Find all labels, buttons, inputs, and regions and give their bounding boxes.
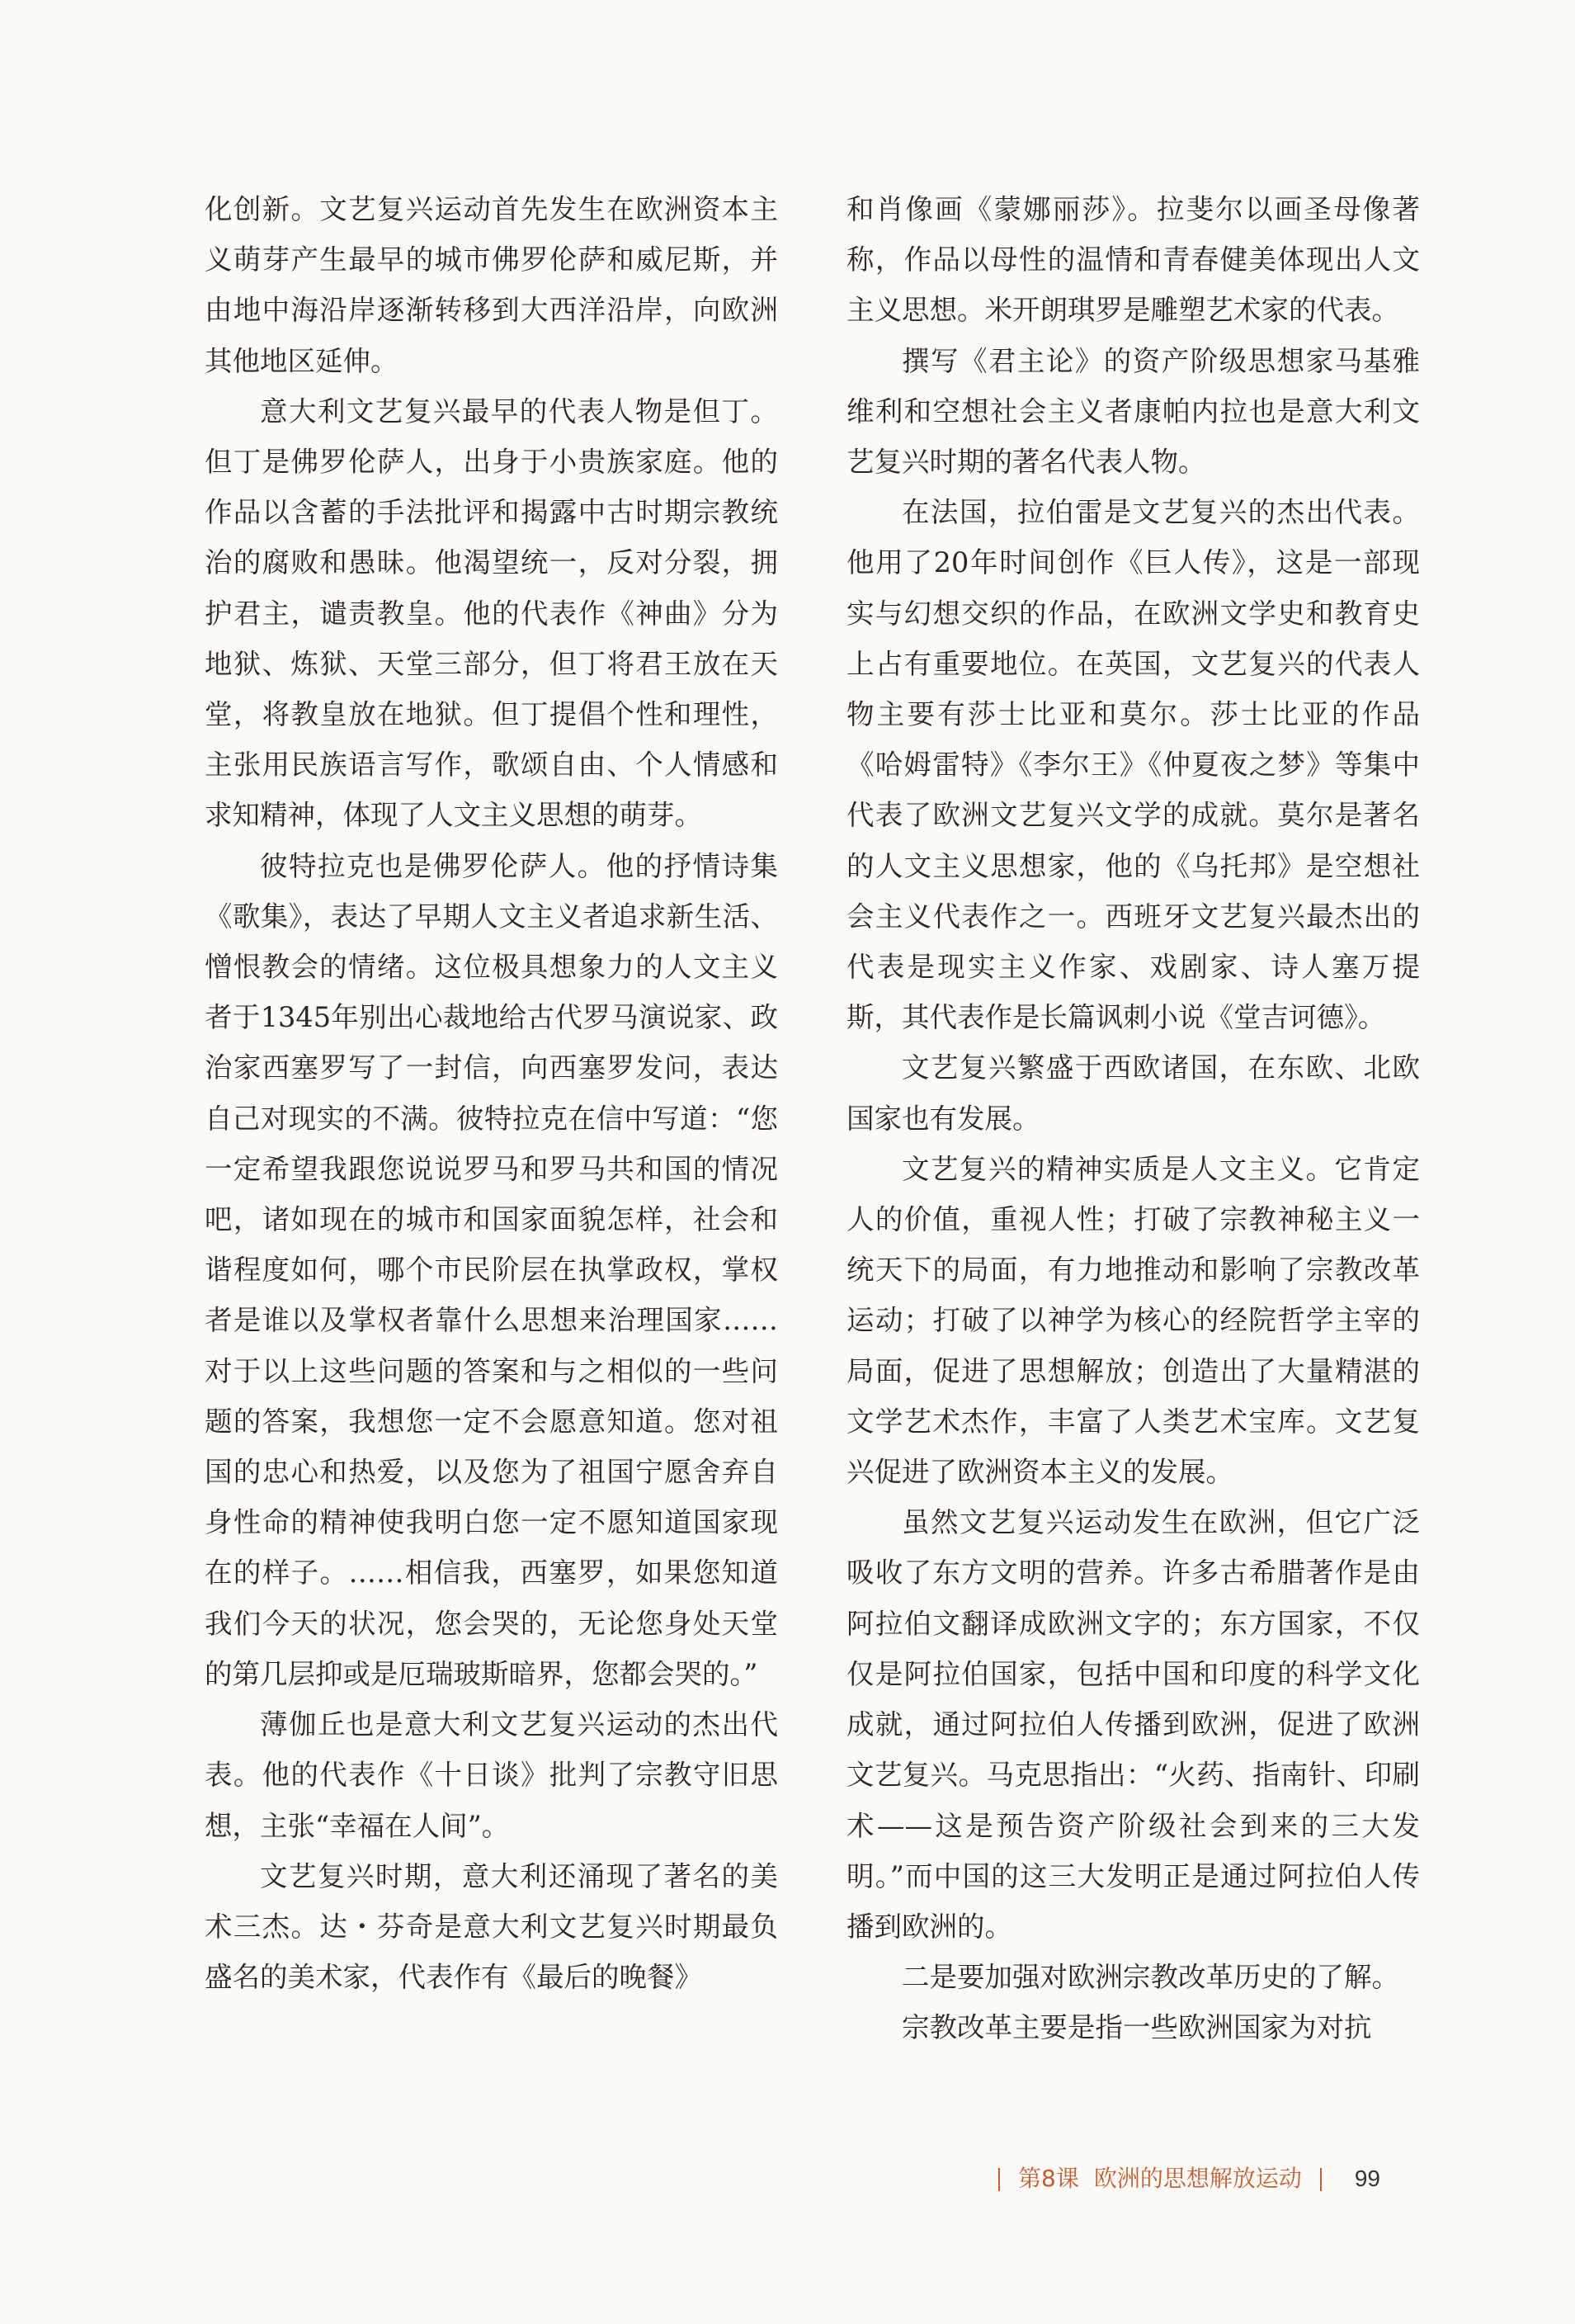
paragraph: 文艺复兴时期，意大利还涌现了著名的美术三杰。达・芬奇是意大利文艺复兴时期最负盛名的美术家，代表作有《最后的晚餐》 bbox=[205, 1859, 778, 1994]
paragraph: 彼特拉克也是佛罗伦萨人。他的抒情诗集《歌集》，表达了早期人文主义者追求新生活、憎恨教会的情绪。这位极具想象力的人文主义者于1345年别出心裁地给古代罗马演说家、政治家西塞罗写了一封信，向西塞罗发问，表达自己对现实的不满。彼特拉克在信中写道：“您一定希望我跟您说说罗马和罗马共和国的情况吧，诸如现在的城市和国家面貌怎样，社会和谐程度如何，哪个市民阶层在执掌政权，掌权者是谁以及掌权者靠什么思想来治理国家……对于以上这些问题的答案和与之相似的一些问题的答案，我想您一定不会愿意知道。您对祖国的忠心和热爱，以及您为了祖国宁愿舍弃自身性命的精神使我明白您一定不愿知道国家现在的样子。……相信我，西塞罗，如果您知道我们今天的状况，您会哭的，无论您身处天堂的第几层抑或是厄瑞玻斯暗界，您都会哭的。” bbox=[205, 849, 778, 1690]
paragraph: 二是要加强对欧洲宗教改革历史的了解。 bbox=[902, 1961, 1399, 1994]
paragraph: 薄伽丘也是意大利文艺复兴运动的杰出代表。他的代表作《十日谈》批判了宗教守旧思想，主张“幸福在人间”。 bbox=[205, 1708, 778, 1842]
page-footer bbox=[998, 2161, 1380, 2197]
footer-divider bbox=[998, 2168, 1000, 2191]
right-column bbox=[846, 184, 1420, 2053]
paragraph: 虽然文艺复兴运动发生在欧洲，但它广泛吸收了东方文明的营养。许多古希腊著作是由阿拉伯文翻译成欧洲文字的；东方国家，不仅仅是阿拉伯国家，包括中国和印度的科学文化成就，通过阿拉伯人传播到欧洲，促进了欧洲文艺复兴。马克思指出：“火药、指南针、印刷术——这是预告资产阶级社会到来的三大发明。”而中国的这三大发明正是通过阿拉伯人传播到欧洲的。 bbox=[846, 1506, 1420, 1943]
paragraph: 化创新。文艺复兴运动首先发生在欧洲资本主义萌芽产生最早的城市佛罗伦萨和威尼斯，并由地中海沿岸逐渐转移到大西洋沿岸，向欧洲其他地区延伸。 bbox=[205, 193, 778, 377]
page-number: 99 bbox=[1354, 2166, 1380, 2191]
paragraph: 撰写《君主论》的资产阶级思想家马基雅维利和空想社会主义者康帕内拉也是意大利文艺复兴时期的著名代表人物。 bbox=[846, 344, 1420, 479]
paragraph: 意大利文艺复兴最早的代表人物是但丁。但丁是佛罗伦萨人，出身于小贵族家庭。他的作品以含蓄的手法批评和揭露中古时期宗教统治的腐败和愚昧。他渴望统一，反对分裂，拥护君主，谴责教皇。他的代表作《神曲》分为地狱、炼狱、天堂三部分，但丁将君王放在天堂，将教皇放在地狱。但丁提倡个性和理性，主张用民族语言写作，歌颂自由、个人情感和求知精神，体现了人文主义思想的萌芽。 bbox=[205, 394, 778, 832]
lesson-label: 第8课 bbox=[1018, 2165, 1079, 2192]
paragraph: 文艺复兴的精神实质是人文主义。它肯定人的价值，重视人性；打破了宗教神秘主义一统天下的局面，有力地推动和影响了宗教改革运动；打破了以神学为核心的经院哲学主宰的局面，促进了思想解放；创造出了大量精湛的文学艺术杰作，丰富了人类艺术宝库。文艺复兴促进了欧洲资本主义的发展。 bbox=[846, 1152, 1420, 1489]
paragraph: 宗教改革主要是指一些欧洲国家为对抗 bbox=[902, 2011, 1372, 2044]
left-column bbox=[205, 184, 778, 2002]
footer-divider bbox=[1320, 2168, 1322, 2191]
paragraph: 在法国，拉伯雷是文艺复兴的杰出代表。他用了20年时间创作《巨人传》，这是一部现实与幻想交织的作品，在欧洲文学史和教育史上占有重要地位。在英国，文艺复兴的代表人物主要有莎士比亚和莫尔。莎士比亚的作品《哈姆雷特》《李尔王》《仲夏夜之梦》等集中代表了欧洲文艺复兴文学的成就。莫尔是著名的人文主义思想家，他的《乌托邦》是空想社会主义代表作之一。西班牙文艺复兴最杰出的代表是现实主义作家、戏剧家、诗人塞万提斯，其代表作是长篇讽刺小说《堂吉诃德》。 bbox=[846, 496, 1420, 1034]
chapter-title: 欧洲的思想解放运动 bbox=[1093, 2165, 1302, 2192]
paragraph: 文艺复兴繁盛于西欧诸国，在东欧、北欧国家也有发展。 bbox=[846, 1051, 1420, 1135]
paragraph: 和肖像画《蒙娜丽莎》。拉斐尔以画圣母像著称，作品以母性的温情和青春健美体现出人文主义思想。米开朗琪罗是雕塑艺术家的代表。 bbox=[846, 193, 1420, 327]
